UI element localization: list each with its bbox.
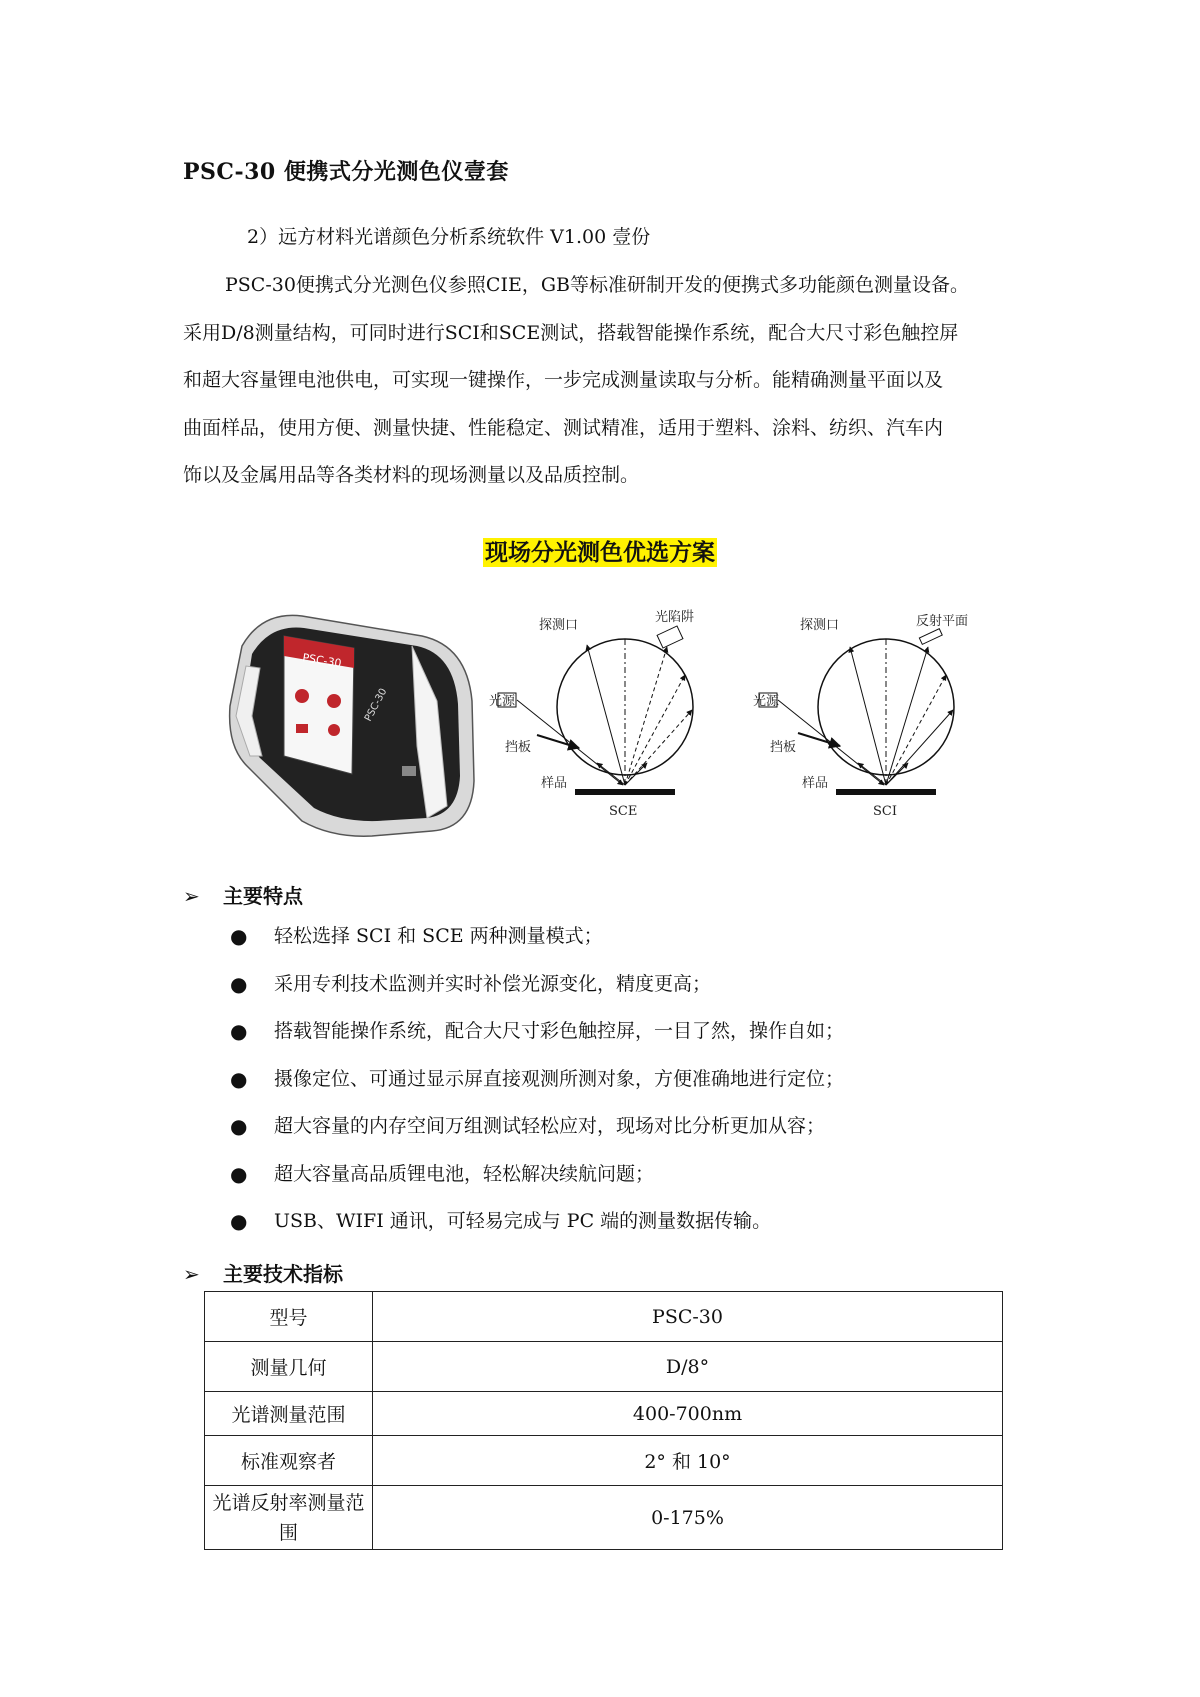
- spec-value: 400-700nm: [373, 1392, 1003, 1436]
- sci-sample-label: 样品: [802, 776, 829, 791]
- spec-value: 0-175%: [373, 1486, 1003, 1550]
- arrow-icon: ➢: [183, 884, 200, 908]
- table-row: [205, 1342, 1003, 1392]
- intro-line: 曲面样品，使用方便、测量快捷、性能稳定、测试精准，适用于塑料、涂料、纺织、汽车内: [183, 416, 944, 439]
- list-item: [230, 1151, 1030, 1199]
- software-line: 2）远方材料光谱颜色分析系统软件 V1.00 壹份: [247, 226, 651, 248]
- specs-heading: [183, 1258, 343, 1287]
- sce-baffle-label: 挡板: [505, 740, 532, 755]
- bullet-icon: ●: [230, 1161, 248, 1186]
- spec-value: D/8°: [373, 1342, 1003, 1392]
- sci-diagram: [753, 614, 998, 837]
- feature-text: 超大容量的内存空间万组测试轻松应对，现场对比分析更加从容；: [274, 1115, 826, 1137]
- sci-baffle-label: 挡板: [770, 740, 797, 755]
- intro-line: 和超大容量锂电池供电，可实现一键操作，一步完成测量读取与分析。能精确测量平面以及: [183, 369, 944, 391]
- bullet-icon: ●: [230, 1114, 248, 1138]
- sce-diagram: [489, 610, 737, 837]
- device-image: [222, 606, 482, 838]
- spec-key: 光谱测量范围: [205, 1392, 373, 1436]
- bullet-icon: ●: [230, 924, 248, 948]
- spec-key: 型号: [205, 1292, 373, 1342]
- feature-text: 搭载智能操作系统，配合大尺寸彩色触控屏，一目了然，操作自如；: [274, 1020, 845, 1042]
- sce-sample-label: 样品: [541, 776, 568, 791]
- list-item: [230, 913, 1030, 961]
- spec-key: 光谱反射率测量范围: [205, 1486, 373, 1550]
- feature-text: 超大容量高品质锂电池，轻松解决续航问题；: [274, 1162, 655, 1185]
- sce-source-label: 光源: [489, 694, 516, 709]
- sci-reflector-label: 反射平面: [916, 614, 969, 629]
- spec-value: PSC-30: [373, 1292, 1003, 1342]
- list-item: [230, 1056, 1030, 1104]
- feature-text: 摄像定位、可通过显示屏直接观测所测对象，方便准确地进行定位；: [274, 1067, 845, 1090]
- table-row: [205, 1292, 1003, 1342]
- features-title: 主要特点: [223, 884, 303, 908]
- specs-table: [204, 1291, 1003, 1550]
- page-title: PSC-30 便携式分光测色仪壹套: [183, 159, 509, 185]
- spec-key: 标准观察者: [205, 1436, 373, 1486]
- spec-value: 2° 和 10°: [373, 1436, 1003, 1486]
- intro-line: 饰以及金属用品等各类材料的现场测量以及品质控制。: [183, 464, 640, 486]
- features-list: [230, 913, 1030, 1246]
- bullet-icon: ●: [230, 971, 248, 996]
- list-item: [230, 1198, 1030, 1246]
- device-model-label: PSC-30: [362, 686, 390, 724]
- feature-text: USB、WIFI 通讯，可轻易完成与 PC 端的测量数据传输。: [274, 1210, 772, 1232]
- sce-caption: SCE: [609, 804, 638, 819]
- intro-line: 采用D/8测量结构，可同时进行SCI和SCE测试，搭载智能操作系统，配合大尺寸彩色触控屏: [183, 321, 959, 344]
- bullet-icon: ●: [230, 1066, 248, 1091]
- device-screen-header: PSC-30: [301, 651, 343, 671]
- feature-text: 轻松选择 SCI 和 SCE 两种测量模式；: [274, 925, 603, 947]
- arrow-icon: ➢: [183, 1262, 200, 1286]
- sci-caption: SCI: [873, 804, 897, 819]
- spec-key: 测量几何: [205, 1342, 373, 1392]
- sce-probe-label: 探测口: [539, 618, 579, 633]
- bullet-icon: ●: [230, 1019, 248, 1043]
- features-heading: [183, 880, 303, 909]
- table-row: [205, 1436, 1003, 1486]
- sci-probe-label: 探测口: [800, 618, 840, 633]
- list-item: [230, 1103, 1030, 1151]
- sce-trap-label: 光陷阱: [655, 610, 695, 625]
- bullet-icon: ●: [230, 1209, 248, 1233]
- intro-paragraph: [183, 262, 1023, 500]
- list-item: [230, 961, 1030, 1009]
- table-row: [205, 1486, 1003, 1550]
- intro-line: PSC-30便携式分光测色仪参照CIE，GB等标准研制开发的便携式多功能颜色测量设备。: [225, 274, 969, 296]
- highlight-heading-row: [0, 534, 1200, 567]
- sci-source-label: 光源: [753, 694, 780, 709]
- highlight-heading: 现场分光测色优选方案: [485, 539, 715, 566]
- table-row: [205, 1392, 1003, 1436]
- feature-text: 采用专利技术监测并实时补偿光源变化，精度更高；: [274, 972, 712, 995]
- list-item: [230, 1008, 1030, 1056]
- specs-title: 主要技术指标: [223, 1262, 343, 1286]
